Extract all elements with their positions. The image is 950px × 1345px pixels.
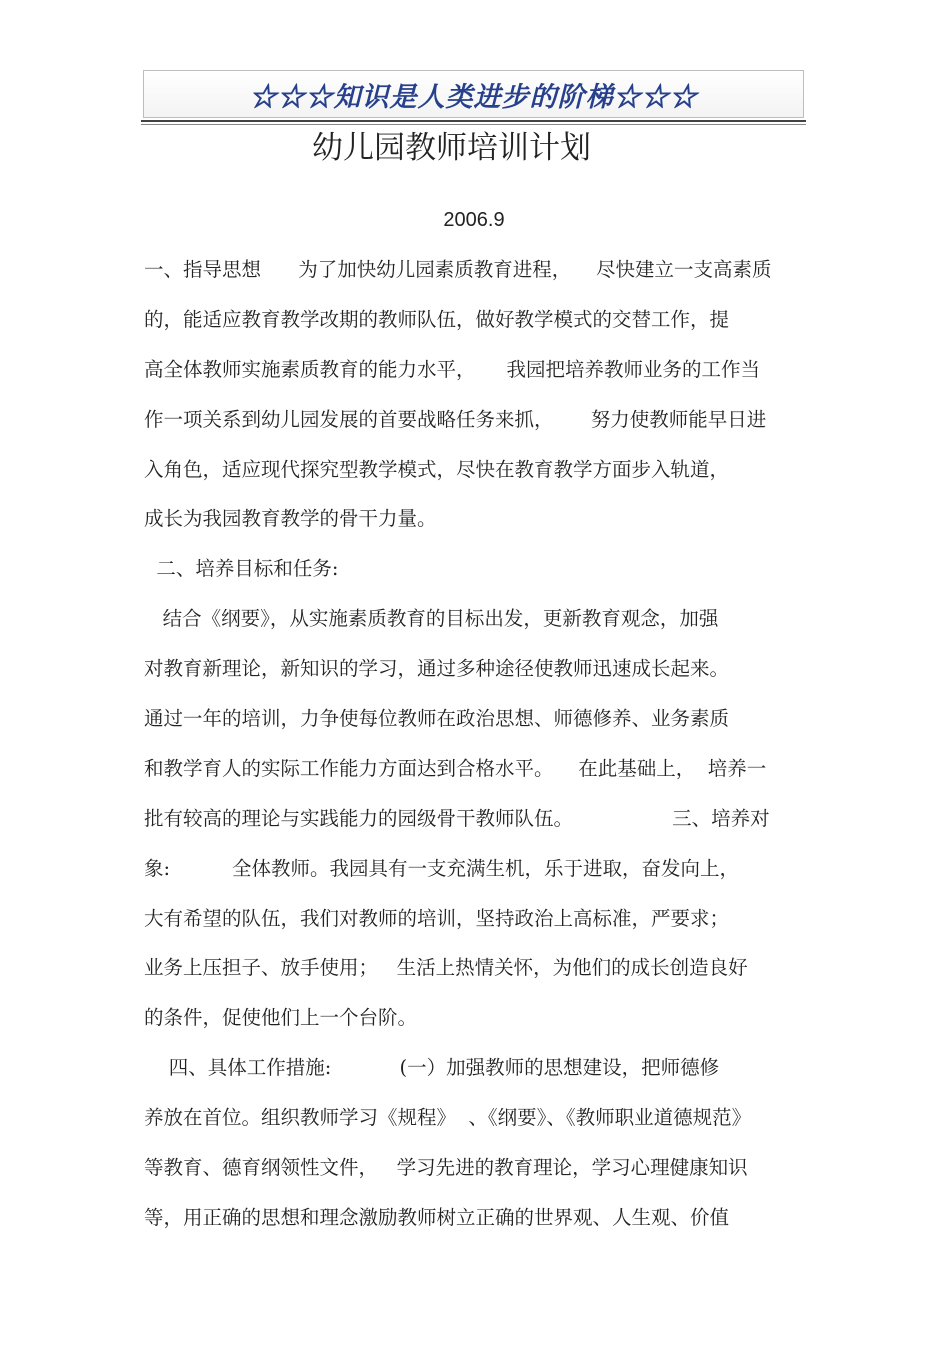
body-line: 的条件，促使他们上一个台阶。 (144, 1006, 418, 1030)
body-line: 对教育新理论，新知识的学习，通过多种途径使教师迅速成长起来。 (144, 657, 730, 681)
header-rule (141, 120, 806, 122)
body-line: 的，能适应教育教学改期的教师队伍，做好教学模式的交替工作，提 (144, 307, 730, 331)
body-line: 高全体教师实施素质教育的能力水平， 我园把培养教师业务的工作当 (144, 357, 760, 381)
body-line: 象: 全体教师。我园具有一支充满生机，乐于进取，奋发向上， (144, 856, 740, 880)
header-banner (143, 70, 804, 118)
body-line: 大有希望的队伍，我们对教师的培训，坚持政治上高标准，严要求； (144, 906, 730, 930)
section-heading: 二、培养目标和任务: (144, 557, 339, 581)
body-line: 一、指导思想 为了加快幼儿园素质教育进程， 尽快建立一支高素质 (144, 258, 772, 281)
document-title: 幼儿园教师培训计划 (312, 130, 591, 166)
body-line: 作一项关系到幼儿园发展的首要战略任务来抓， 努力使教师能早日进 (144, 407, 767, 431)
document-date: 2006.9 (443, 209, 505, 231)
body-line: 通过一年的培训，力争使每位教师在政治思想、师德修养、业务素质 (144, 707, 730, 731)
body-line: 结合《纲要》，从实施素质教育的目标出发，更新教育观念，加强 (144, 607, 719, 631)
header-rule-thin (141, 124, 806, 125)
body-line: 等教育、德育纲领性文件， 学习先进的教育理论，学习心理健康知识 (144, 1156, 748, 1180)
body-line: 入角色，适应现代探究型教学模式，尽快在教育教学方面步入轨道， (144, 457, 730, 481)
body-line: 业务上压担子、放手使用； 生活上热情关怀，为他们的成长创造良好 (144, 956, 748, 980)
document-body (144, 245, 814, 1243)
body-line: 批有较高的理论与实践能力的园级骨干教师队伍。 三、培养对 (144, 806, 770, 830)
body-line: 和教学育人的实际工作能力方面达到合格水平。 在此基础上， 培养一 (144, 756, 767, 780)
banner-motto: ☆☆☆知识是人类进步的阶梯☆☆☆ (249, 81, 698, 113)
body-line: 养放在首位。组织教师学习《规程》 、《纲要》、《教师职业道德规范》 (144, 1106, 752, 1130)
body-line: 成长为我园教育教学的骨干力量。 (144, 507, 437, 531)
section-heading: 四、具体工作措施: (一）加强教师的思想建设，把师德修 (144, 1056, 720, 1080)
body-line: 等，用正确的思想和理念激励教师树立正确的世界观、人生观、价值 (144, 1205, 730, 1229)
